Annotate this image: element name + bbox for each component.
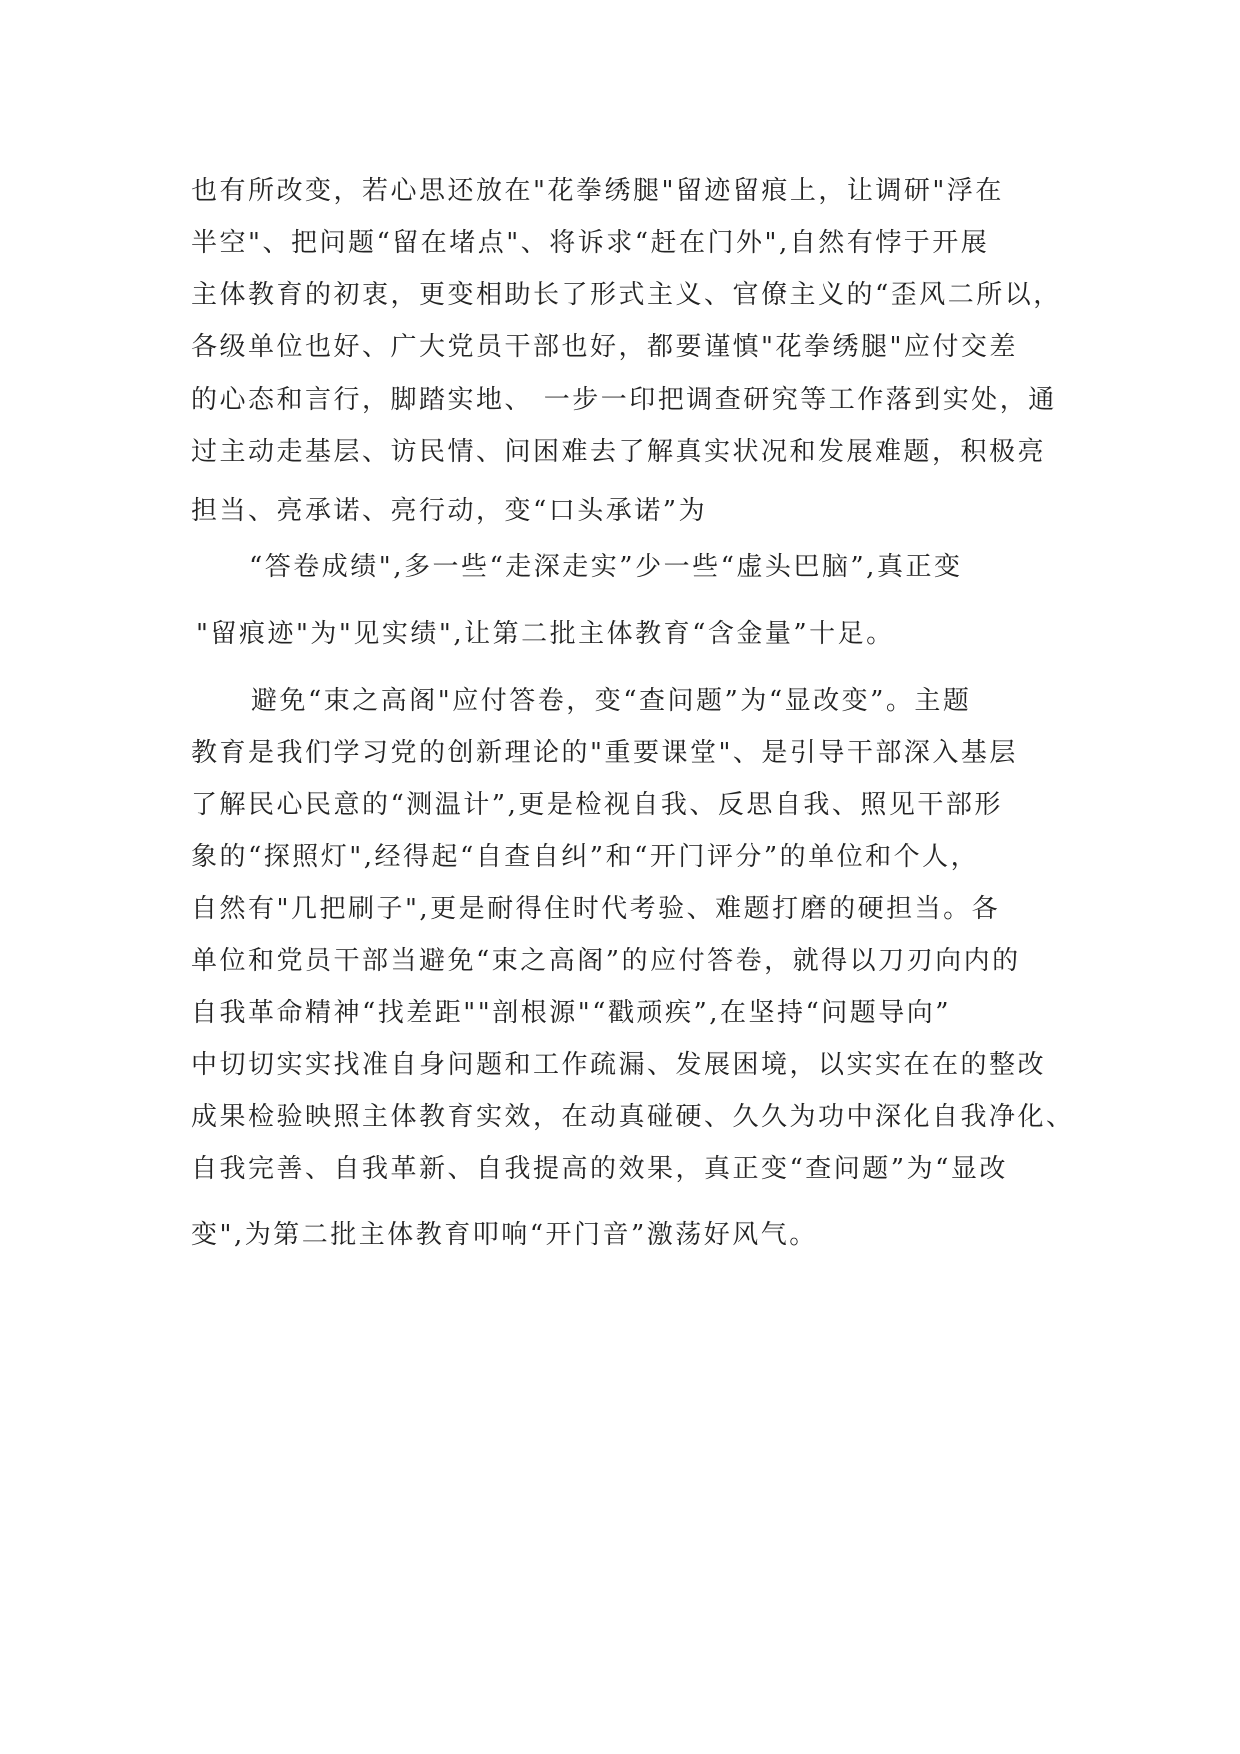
text-line: 单位和党员干部当避免“束之高阁”的应付答卷，就得以刀刃向内的 <box>191 946 1021 976</box>
text-line: 主体教育的初衷，更变相助长了形式主义、官僚主义的“歪风二所以， <box>191 280 1062 310</box>
text-line: 变",为第二批主体教育叩响“开门音”激荡好风气。 <box>191 1220 818 1250</box>
text-line: 担当、亮承诺、亮行动，变“口头承诺”为 <box>191 496 708 526</box>
text-line: 自然有"几把刷子",更是耐得住时代考验、难题打磨的硬担当。各 <box>191 894 1001 924</box>
text-line: 避免“束之高阁"应付答卷，变“查问题”为“显改变”。主题 <box>251 686 972 716</box>
text-line: 自我革命精神“找差距""剖根源"“戳顽疾”,在坚持“问题导向” <box>191 998 952 1028</box>
text-line: 象的“探照灯",经得起“自查自纠”和“开门评分”的单位和个人， <box>191 842 980 872</box>
text-line: 自我完善、自我革新、自我提高的效果，真正变“查问题”为“显改 <box>191 1154 1008 1184</box>
text-line: 了解民心民意的“测温计”,更是检视自我、反思自我、照见干部形 <box>191 790 1003 820</box>
text-line: 教育是我们学习党的创新理论的"重要课堂"、是引导干部深入基层 <box>191 738 1018 768</box>
text-line: 的心态和言行，脚踏实地、 一步一印把调查研究等工作落到实处，通 <box>191 385 1057 415</box>
text-line: “答卷成绩",多一些“走深走实”少一些“虚头巴脑”,真正变 <box>249 552 963 582</box>
text-line: 各级单位也好、广大党员干部也好，都要谨慎"花拳绣腿"应付交差 <box>191 332 1018 362</box>
text-line: 中切切实实找准自身问题和工作疏漏、发展困境，以实实在在的整改 <box>191 1050 1047 1080</box>
text-line: 成果检验映照主体教育实效，在动真碰硬、久久为功中深化自我净化、 <box>191 1102 1075 1132</box>
text-line: 半空"、把问题“留在堵点"、将诉求“赶在门外",自然有悖于开展 <box>191 228 990 258</box>
text-line: "留痕迹"为"见实绩",让第二批主体教育“含金量”十足。 <box>196 619 895 649</box>
text-line: 过主动走基层、访民情、问困难去了解真实状况和发展难题，积极亮 <box>191 437 1047 467</box>
text-line: 也有所改变，若心思还放在"花拳绣腿"留迹留痕上，让调研"浮在 <box>191 176 1004 206</box>
